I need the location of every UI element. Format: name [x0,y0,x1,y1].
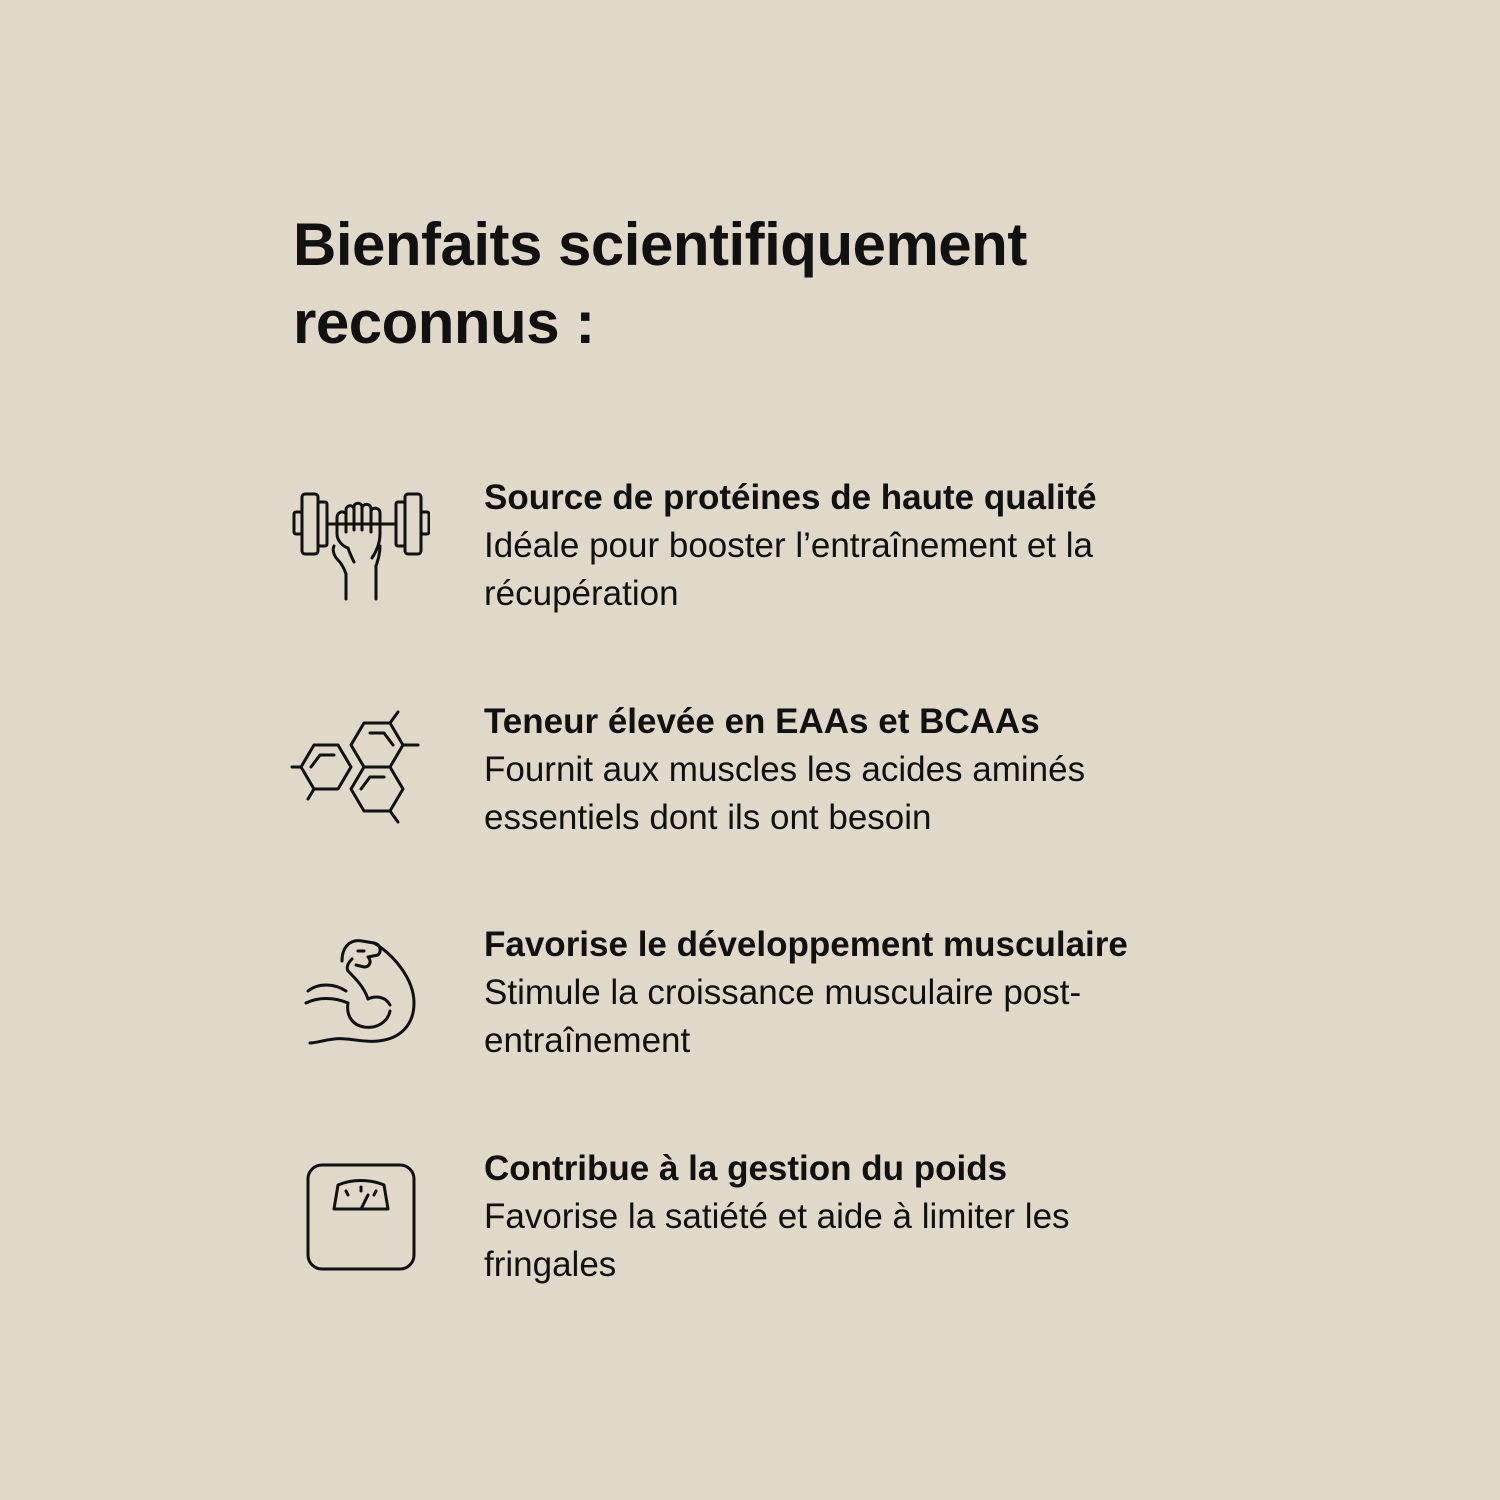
benefit-description: Stimule la croissance musculaire post-entraînement [484,973,1082,1060]
dumbbell-fist-icon [290,474,430,614]
benefit-description: Idéale pour booster l’entraînement et la récupération [484,526,1093,613]
benefit-heading: Contribue à la gestion du poids [484,1149,1008,1188]
benefit-text [484,474,1244,618]
benefit-heading: Source de protéines de haute qualité [484,478,1097,517]
benefit-item-weight-management [290,1145,1250,1295]
benefit-text [484,921,1244,1065]
scale-icon [290,1145,430,1285]
flexed-bicep-icon [290,921,430,1061]
benefit-description: Favorise la satiété et aide à limiter les fringales [484,1197,1070,1284]
benefit-item-amino-acids [290,698,1250,848]
benefit-item-protein [290,474,1250,624]
benefit-heading: Favorise le développement musculaire [484,925,1128,964]
page-title: Bienfaits scientifiquement reconnus : [293,211,1027,356]
benefit-item-muscle-growth [290,921,1250,1071]
benefit-text [484,698,1244,842]
benefit-text [484,1145,1244,1289]
benefit-description: Fournit aux muscles les acides aminés essentiels dont ils ont besoin [484,750,1086,837]
molecule-icon [290,698,430,838]
benefit-heading: Teneur élevée en EAAs et BCAAs [484,702,1040,741]
